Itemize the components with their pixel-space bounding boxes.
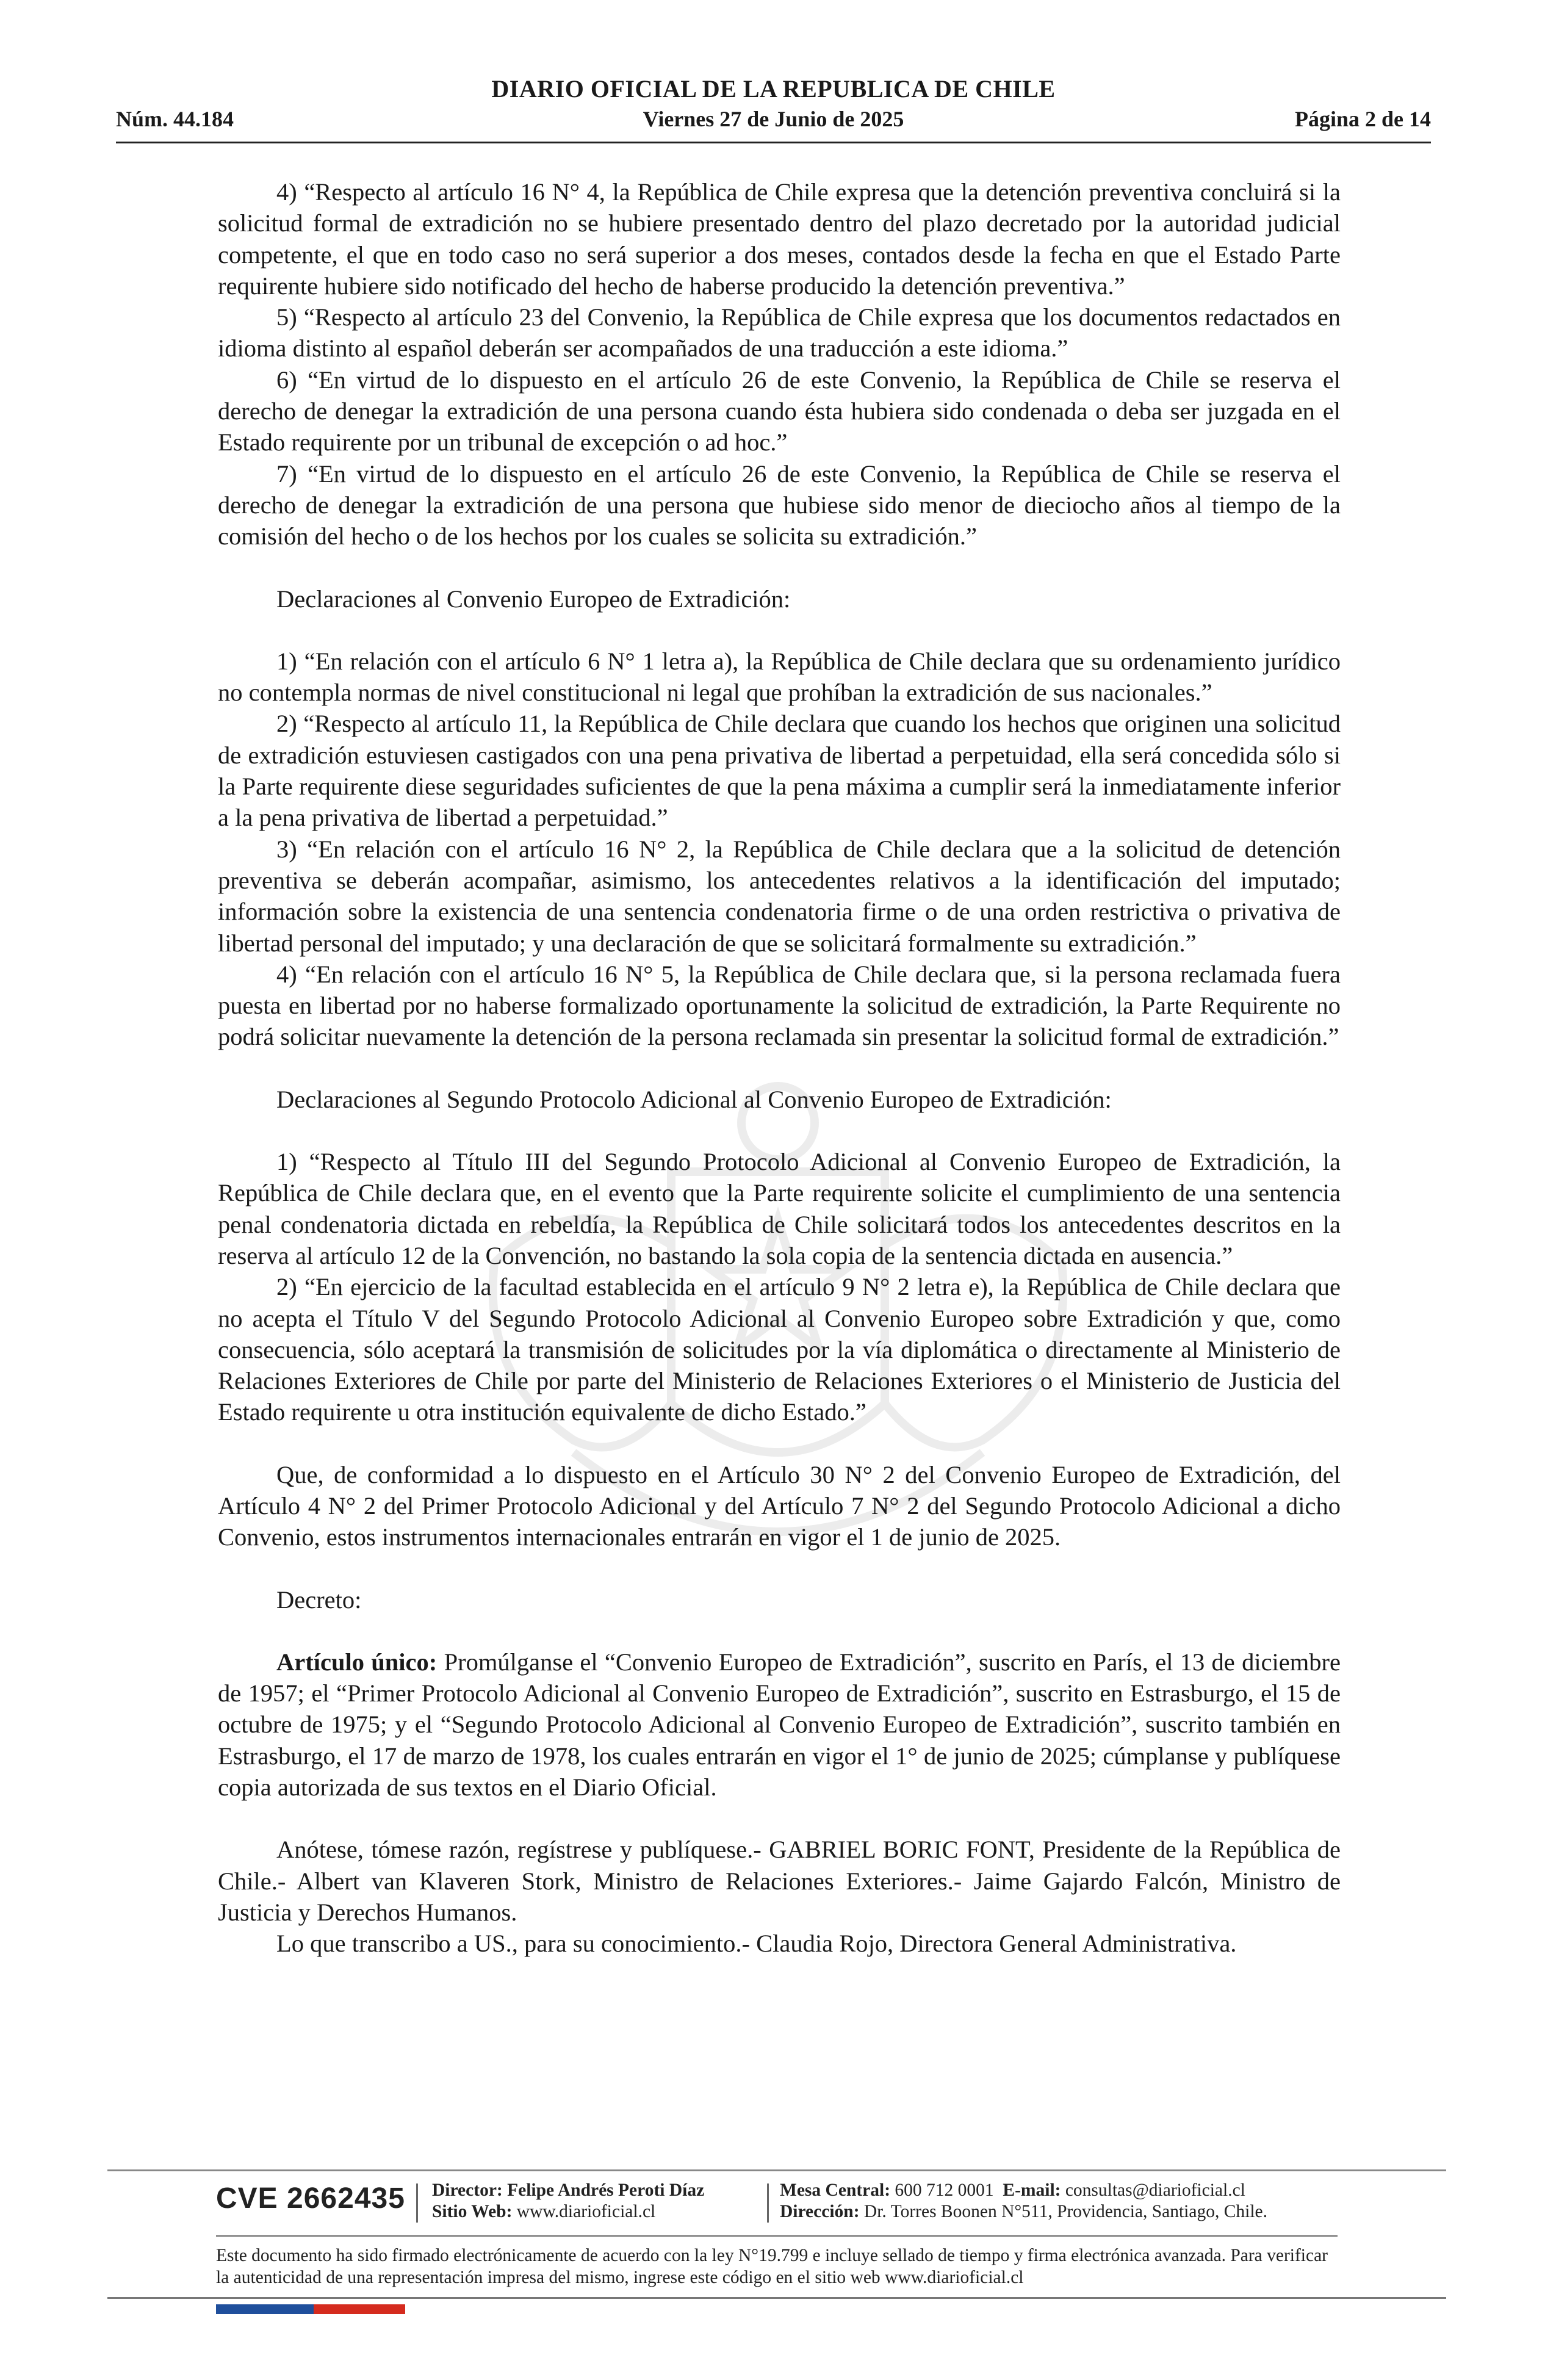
articulo-unico	[218, 1646, 1341, 1803]
footer-divider-bottom	[107, 2297, 1446, 2299]
mesa-central-value: 600 712 0001	[895, 2180, 994, 2200]
flag-red-stripe	[314, 2304, 405, 2314]
director-label: Director:	[432, 2180, 503, 2200]
newspaper-title: DIARIO OFICIAL DE LA REPUBLICA DE CHILE	[491, 75, 1056, 103]
heading-declaraciones-convenio: Declaraciones al Convenio Europeo de Extradición:	[276, 585, 791, 613]
page-header	[116, 74, 1431, 148]
direccion-value: Dr. Torres Boonen N°511, Providencia, Santiago, Chile.	[863, 2202, 1268, 2221]
footer-director-block	[432, 2180, 704, 2223]
decreto-heading: Decreto:	[276, 1585, 362, 1614]
footer-divider-top	[107, 2169, 1446, 2171]
flag-blue-stripe	[216, 2304, 314, 2314]
footer-separator	[416, 2183, 418, 2223]
anotese-paragraph: Anótese, tómese razón, regístrese y publíquese.- GABRIEL BORIC FONT, Presidente de la República de Chile.- Albert van Klaveren Stork, Ministro de Relaciones Exteriores.- Jaime Gajardo Falcón, Ministro de Justicia y Derechos Humanos.	[218, 1836, 1341, 1926]
flag-stripe-icon	[216, 2304, 405, 2314]
declaracion-4: 4) “En relación con el artículo 16 N° 5, la República de Chile declara que, si la persona reclamada fuera puesta en libertad por no haberse formalizado oportunamente la solicitud de extradición, la Parte Requirente no podrá solicitar nuevamente la detención de la persona reclamada sin presentar la solicitud formal de extradición.”	[218, 960, 1341, 1051]
issue-date: Viernes 27 de Junio de 2025	[643, 107, 904, 131]
protocolo-declaracion-2: 2) “En ejercicio de la facultad establecida en el artículo 9 N° 2 letra e), la República de Chile declara que no acepta el Título V del Segundo Protocolo Adicional al Convenio Europeo sobre Extradición y que, como consecuencia, sólo aceptará la transmisión de solicitudes por la vía diplomática o directamente al Ministerio de Relaciones Exteriores de Chile por parte del Ministerio de Relaciones Exteriores o el Ministerio de Justicia del Estado requirente u otra institución equivalente de dicho Estado.”	[218, 1273, 1341, 1426]
website-link[interactable]: www.diarioficial.cl	[516, 2202, 656, 2221]
email-link[interactable]: consultas@diarioficial.cl	[1065, 2180, 1245, 2200]
declaracion-2: 2) “Respecto al artículo 11, la República de Chile declara que cuando los hechos que originen una solicitud de extradición estuviesen castigados con una pena privativa de libertad a perpetuidad, ella será concedida sólo si la Parte requirente diese seguridades suficientes de que la pena máxima a cumplir será la inmediatamente inferior a la pena privativa de libertad a perpetuidad.”	[218, 710, 1341, 832]
reserva-5: 5) “Respecto al artículo 23 del Convenio, la República de Chile expresa que los documentos redactados en idioma distinto al español deberán ser acompañados de una traducción a este idioma.”	[218, 303, 1341, 362]
cve-code: CVE 2662435	[216, 2182, 405, 2215]
declaracion-3: 3) “En relación con el artículo 16 N° 2, la República de Chile declara que a la solicitud de detención preventiva se deberán acompañar, asimismo, los antecedentes relativos a la identificación del imputado; información sobre la existencia de una sentencia condenatoria firme o de una orden restrictiva o privativa de libertad personal del imputado; y una declaración de que se solicitará formalmente su extradición.”	[218, 835, 1341, 957]
director-name: Felipe Andrés Peroti Díaz	[507, 2180, 705, 2200]
conformidad-paragraph: Que, de conformidad a lo dispuesto en el Artículo 30 N° 2 del Convenio Europeo de Extradición, del Artículo 4 N° 2 del Primer Protocolo Adicional y del Artículo 7 N° 2 del Segundo Protocolo Adicional a dicho Convenio, estos instrumentos internacionales entrarán en vigor el 1 de junio de 2025.	[218, 1460, 1341, 1551]
footer-contact-block	[780, 2180, 1267, 2223]
issue-number: Núm. 44.184	[116, 107, 234, 131]
footer-divider-middle	[216, 2235, 1338, 2237]
reserva-4: 4) “Respecto al artículo 16 N° 4, la República de Chile expresa que la detención preventiva concluirá si la solicitud formal de extradición no se hubiere presentado dentro del plazo decretado por la autoridad judicial competente, el que en todo caso no será superior a dos meses, contados desde la fecha en que el Estado Parte requirente hubiere sido notificado del hecho de haberse producido la detención preventiva.”	[218, 178, 1341, 300]
protocolo-declaracion-1: 1) “Respecto al Título III del Segundo Protocolo Adicional al Convenio Europeo de Extradición, la República de Chile declara que, en el evento que la Parte requirente solicite el cumplimiento de una sentencia penal condenatoria dictada en rebeldía, la República de Chile solicitará todos los antecedentes descritos en la reserva al artículo 12 de la Convención, no bastando la sola copia de la sentencia dictada en ausencia.”	[218, 1148, 1341, 1269]
transcribo-paragraph: Lo que transcribo a US., para su conocimiento.- Claudia Rojo, Directora General Administrativa.	[276, 1930, 1237, 1958]
website-label: Sitio Web:	[432, 2202, 513, 2221]
direccion-label: Dirección:	[780, 2202, 860, 2221]
declaracion-1: 1) “En relación con el artículo 6 N° 1 letra a), la República de Chile declara que su ordenamiento jurídico no contempla normas de nivel constitucional ni legal que prohíban la extradición de sus nacionales.”	[218, 647, 1341, 707]
articulo-unico-label: Artículo único:	[276, 1648, 438, 1676]
reserva-6: 6) “En virtud de lo dispuesto en el artículo 26 de este Convenio, la República de Chile se reserva el derecho de denegar la extradición de una persona cuando ésta hubiera sido condenada o deba ser juzgada en el Estado requirente por un tribunal de excepción o ad hoc.”	[218, 366, 1341, 456]
footer-separator	[767, 2183, 769, 2223]
page-number: Página 2 de 14	[1294, 107, 1431, 131]
header-divider	[116, 142, 1431, 143]
email-label: E-mail:	[1003, 2180, 1061, 2200]
heading-declaraciones-protocolo: Declaraciones al Segundo Protocolo Adicional al Convenio Europeo de Extradición:	[276, 1085, 1112, 1113]
mesa-central-label: Mesa Central:	[780, 2180, 891, 2200]
articulo-unico-text: Promúlganse el “Convenio Europeo de Extradición”, suscrito en París, el 13 de diciembre de 1957; el “Primer Protocolo Adicional al Convenio Europeo de Extradición”, suscrito en Estrasburgo, el 15 de octubre de 1975; y el “Segundo Protocolo Adicional al Convenio Europeo de Extradición”, suscrito también en Estrasburgo, el 17 de marzo de 1978, los cuales entrarán en vigor el 1° de junio de 2025; cúmplanse y publíquese copia autorizada de sus textos en el Diario Oficial.	[218, 1648, 1341, 1801]
document-body	[218, 176, 1341, 1960]
header-info-row	[116, 105, 1431, 135]
reserva-7: 7) “En virtud de lo dispuesto en el artículo 26 de este Convenio, la República de Chile se reserva el derecho de denegar la extradición de una persona que hubiese sido menor de dieciocho años al tiempo de la comisión del hecho o de los hechos por los cuales se solicita su extradición.”	[218, 460, 1341, 550]
electronic-signature-note: Este documento ha sido firmado electrónicamente de acuerdo con la ley N°19.799 e incluye sellado de tiempo y firma electrónica avanzada. Para verificar la autenticidad de una representación impresa del mismo, ingrese este código en el sitio web www.diarioficial.cl	[216, 2246, 1328, 2287]
